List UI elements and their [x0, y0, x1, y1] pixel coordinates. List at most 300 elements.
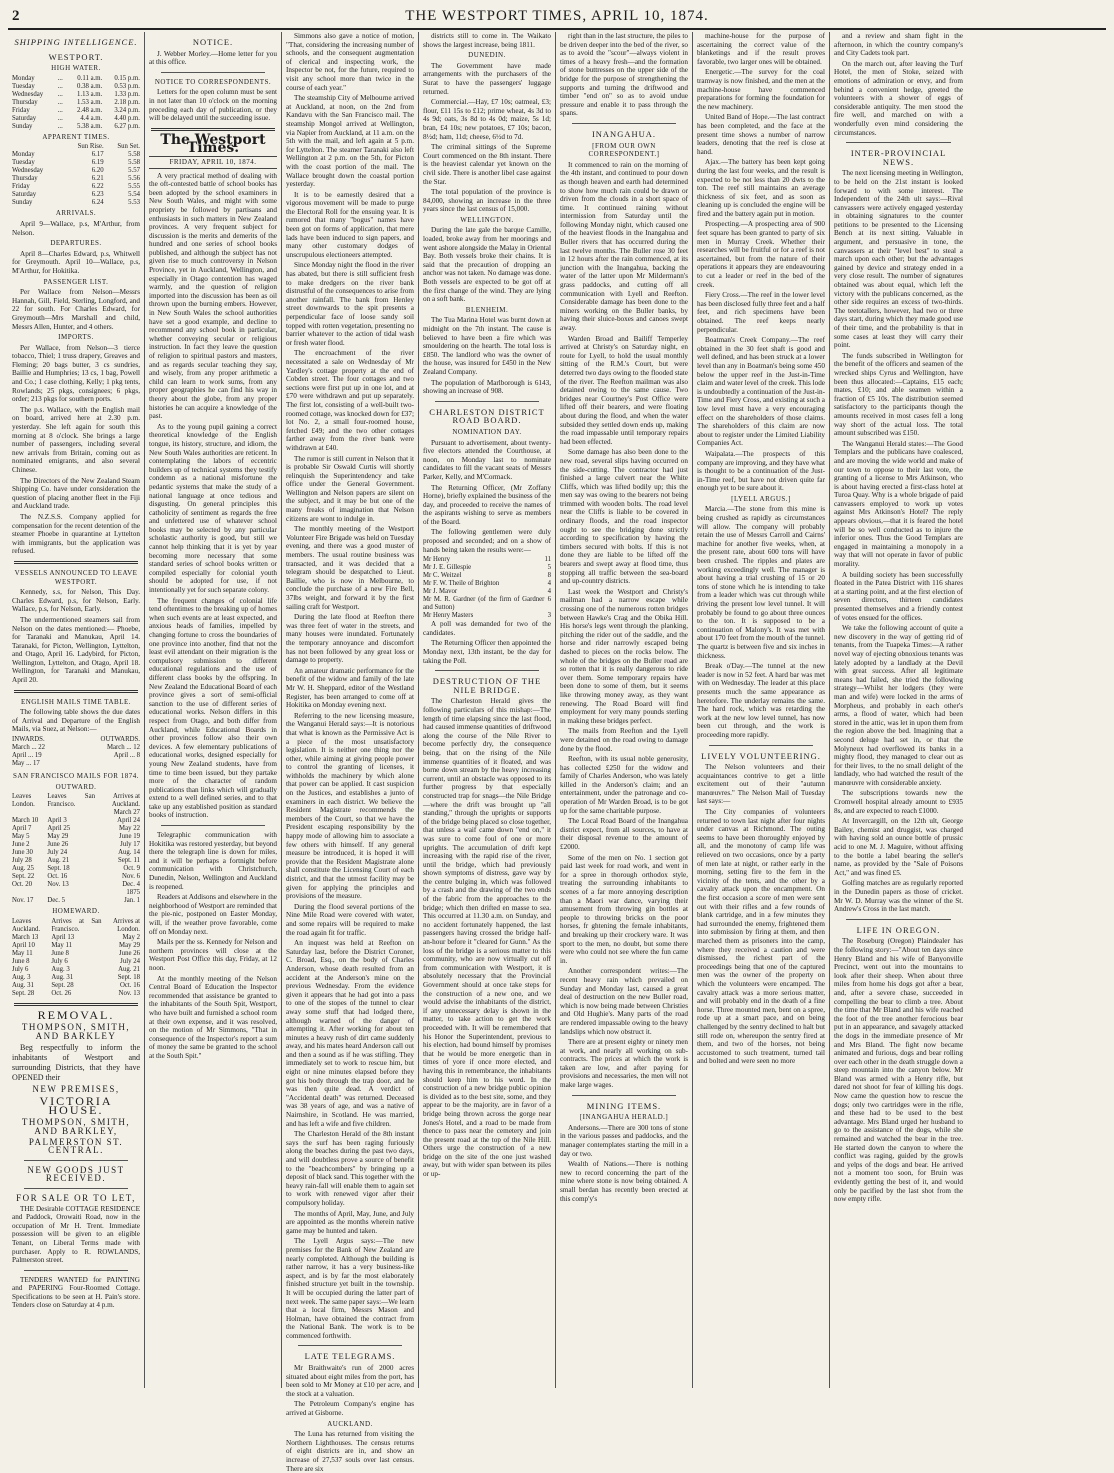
table-cell: 11 [544, 556, 551, 564]
table-cell: May 11 [51, 941, 73, 949]
news-paragraph: An inquest was held at Reefton on Saturday last, before the District Coroner, C. Broad, Esq., on the body of Charles Anderson, whose death resulted from an accident at the Anderson's mine on the previous Wednesday. From the evidence given it appears that he had got into a pass to one of the stopes of the tunnel to clear away some stuff that had lodged there, although warned of the danger of attempting it. After working for about ten minutes a heavy rush of dirt came suddenly away, and his mates heard Anderson call out and then a sound as if he was stifling. They immediately set to work to rescue him, but eight or nine minutes elapsed before they got his body through the trap door, and he was then quite dead. A verdict of "Accidental death" was returned. Deceased was 38 years of age, and was a native of Nairnshire, in Scotland. He was married, and has left a wife and five children. [286, 939, 414, 1128]
table-cell: Aug. 21 [47, 857, 70, 865]
sf-row [12, 865, 140, 873]
column-3 [282, 32, 419, 1473]
sf-row [12, 966, 140, 974]
table-cell: May 5 [12, 833, 30, 841]
table-cell: Oct. 16 [119, 981, 140, 989]
continued-text: and a review and sham fight in the afternoon, in which the country company's and City Cadets took part. [834, 32, 963, 58]
table-cell: ... [57, 122, 63, 130]
table-cell: June 8 [12, 957, 30, 965]
table-cell: Aug. 3 [51, 965, 70, 973]
result-row [423, 612, 551, 620]
sf-row [12, 809, 140, 817]
table-cell: June 26 [47, 841, 69, 849]
sf-homeward-table [12, 918, 140, 998]
shipping-note: The p.s. Wallace, with the English mail on board, arrived here at 2.30 p.m. yesterday. She left again for south this morning at 8 o'clock. She brings a large number of passengers, including several new arrivals from Britain, coming out as nominated emigrants, and also several Chinese. [12, 405, 140, 474]
inter-provincial-text: Golfing matches are as regularly reported in the Dunedin papers as those of cricket. Mr W. D. Murray was the winner of the St. Andrew's Cross in the last match. [834, 879, 963, 914]
sf-outward: OUTWARD. [55, 782, 97, 791]
departures-text: April 8—Charles Edward, p.s, Whitwell for Greymouth. April 10—Wallace, p.s, M'Arthur, for Hokitika. [12, 249, 140, 275]
port-heading: WESTPORT. [48, 51, 104, 62]
result-row [423, 580, 551, 588]
table-cell: March 27 [113, 809, 140, 817]
table-cell: June 8 [51, 949, 69, 957]
leader-paragraph: As to the young pupil gaining a correct theoretical knowledge of the English tongue, its history, structure, and idiom, the New South Wales authorities are reticent. In contemplating the labors of eccentric builders up of technical systems they testify condemn as a national misfortune the pedantic systems that make the study of a national language at once tedious and disgusting. On general principles this catholicity of sentiment as regards the free and unfettered use of whatever school books may be selected by any particular scholastic authority is good, but still we cannot help thinking that it is yet by year becoming more necessary that some standard series of school books written or compiled especially for colonial youth should be adopted for use, if not intentionally yet for such separate colony. [149, 422, 277, 595]
table-cell: 1.13 a.m. [77, 90, 103, 98]
blenheim-text: The population of Marlborough is 6143, showing an increase of 908. [423, 378, 551, 396]
mining-item: Prospecting.—A prospecting area of 900 feet square has been granted to party of six men in Murray Creek. Whether their researches will be fruitful or for a reef is not ascertained, but from the nature of their operations it appears they are endeavouring to cut a leader or reef in the bed of the creek. [697, 220, 825, 289]
shipping-note: The N.Z.S.S. Company applied for compensation for the recent detention of the steamer Phoebe in quarantine at Lyttelton with immigrants, but the application was refused. [12, 512, 140, 556]
table-cell: Sunday [12, 199, 33, 207]
table-cell: OUTWARDS. [100, 736, 140, 744]
table-cell: Thursday [12, 175, 38, 183]
apparent-row [12, 167, 140, 175]
road-board-text: The Returning Officer, (Mr Zoffany Horne), briefly explained the business of the day, and proceeded to receive the names of the aspirants wishing to serve as members of the Board. [423, 483, 551, 526]
sf-row [12, 974, 140, 982]
sf-homeward: HOMEWARD. [52, 907, 100, 916]
table-cell: Sept. 28 [51, 981, 74, 989]
table-cell: 0.15 p.m. [114, 74, 140, 82]
table-cell: Sunday [12, 122, 33, 130]
table-cell: Friday [12, 106, 30, 114]
table-cell: Arrives at Auckland. [111, 793, 140, 809]
news-paragraph: The monthly meeting of the Westport Volunteer Fire Brigade was held on Tuesday evening, and there was a good muster of members. The usual routine business was transacted, and it was decided that a telegram should be despatched to Lieut. Baillie, who is now in Melbourne, to conclude the purchase of a new Fire Bell, 37lbs weight, and forward it by the first sailing craft for Westport. [286, 525, 414, 611]
sf-row [12, 857, 140, 865]
inangahua-text: Some of the men on No. 1 section got paid last week for road work, and went in for a spree in thorough orthodox style, treating the surrounding inhabitants to scenes of a far more annoying description than a Maori war dance, varying their amusement from throwing gin bottles at people to throwing bricks on the poor horses, fr ghtening the female inhabitants, and breaking up their crockery ware. It was sport to the men, no doubt, but some there were who could not see where the fun came in. [560, 853, 688, 965]
table-cell: 6.23 [91, 191, 104, 199]
table-cell: Mr M. R. Gardner (of the firm of Gardner and Sutton) [423, 596, 545, 612]
sf-heading: SAN FRANCISCO MAILS FOR 1874. [13, 772, 139, 781]
mails-row [12, 752, 140, 760]
table-cell: 5.58 [128, 151, 140, 159]
result-row [423, 556, 551, 564]
table-cell: May ... 17 [12, 760, 40, 768]
table-cell: June 2 [12, 841, 30, 849]
nomination-heading: NOMINATION DAY. [452, 427, 522, 436]
shipping-heading: SHIPPING INTELLIGENCE. [14, 37, 138, 47]
table-cell: Wednesday [12, 167, 44, 175]
table-cell: ... [57, 98, 63, 106]
issue-date: FRIDAY, APRIL 10, 1874. [149, 156, 277, 169]
table-cell: 6.20 [91, 167, 104, 175]
volunteering-text: On the march out, after leaving the Turf Hotel, the men of Stoke, seized with emotions of admiration or envy, and from behind a convenient hedge, greeted the volunteers with a shower of eggs of considerable antiquity. The men stood the fire well, and marched on with a wonderfully even mind considering the circumstances. [834, 59, 963, 137]
blenheim-text: The Tua Marina Hotel was burnt down at midnight on the 7th instant. The cause is believed to have been a fire which was smouldering on the hearth. The total loss is £850. The landlord who was the owner of the house, was insured for £450 in the New Zealand Company. [423, 316, 551, 376]
table-cell: July 6 [12, 965, 29, 973]
apparent-row [12, 151, 140, 159]
table-cell: 5 [547, 564, 551, 572]
table-cell: 6.19 [91, 159, 104, 167]
steamers-text: The undermentioned steamers sail from Nelson on the dates mentioned:— Phoebe, for Taranaki and Manukau, April 14. Taranaki, for Picton, Wellington, Lyttelton, and Otago, April 16. Ladybird, for Picton, Wellington, Lyttelton, and Otago, April 18. Wellington, for Taranaki and Manukau, April 20. [12, 615, 140, 685]
population-text: The total population of the province is 84,000, showing an increase in the three years since the last census of 15,000. [423, 188, 551, 214]
telegram-text: Mr Braithwaite's run of 2000 acres situated about eight miles from the port, has been sold to Mr Money at £10 per acre, and the stock at a valuation. [286, 1364, 414, 1398]
removal-body: Beg respectfully to inform the inhabitants of Westport and surrounding Districts, that they have OPENED their [12, 1042, 140, 1082]
mails-note: Mails per the ss. Kennedy for Nelson and northern provinces will close at the Westport Post Office this day, Friday, at 12 noon. [149, 938, 277, 972]
table-cell: Mr C. Weitzel [423, 572, 462, 580]
sf-row [12, 825, 140, 833]
table-cell: 6.24 [91, 199, 104, 207]
inangahua-sub: [FROM OUR OWN CORRESPONDENT.] [588, 141, 660, 159]
mining-item: Energetic.—The survey for the coal tramway is now finished, and the men at the machine-house have commenced preparations for forming the foundation for the new machinery. [697, 68, 825, 111]
mining-sub: [INANGAHUA HERALD.] [579, 1113, 669, 1122]
high-water-row [12, 83, 140, 91]
table-cell: Saturday [12, 191, 37, 199]
mails-row [12, 744, 140, 752]
commercial-text: Commercial.—Hay, £7 10s; oatmeal, £3; flour, £11 15s to £12; prime wheat, 4s 3d to 4s 9d; oats, 3s 8d to 4s 0d; maize, 5s 1d; bran, £4 10s; new potatoes, £7 10s; bacon, 8½d; ham, 11d; cheese, 6½d to 7d. [423, 98, 551, 141]
table-cell: 4 [547, 580, 551, 588]
high-water-heading: HIGH WATER. [51, 64, 101, 73]
apparent-row [12, 199, 140, 207]
sf-row [12, 982, 140, 990]
dunedin-text: The Government have made arrangements with the purchasers of the Surat to have the passengers' luggage returned. [423, 61, 551, 96]
table-cell [47, 809, 95, 817]
council-note: At the monthly meeting of the Nelson Central Board of Education the Inspector recommended that assistance be granted to the inhabitants of the South Spit, Westport, who have built and furnished a school room at their own expense, and it was resolved, on the motion of Mr Simmons, "That in consequence of the Inspector's report a sum of money the same be granted to the school at the South Spit." [149, 974, 277, 1060]
criminal-text: The criminal sittings of the Supreme Court commenced on the 8th instant. There is the heaviest calendar yet known on the civil side. There is another libel case against the Star. [423, 143, 551, 186]
table-cell: April 10 [12, 941, 35, 949]
table-cell: 6 [547, 596, 551, 604]
road-board-text: The Returning Officer then appointed the Monday next, 13th instant, be the day for taking the Poll. [423, 639, 551, 665]
table-cell: 5.54 [128, 191, 140, 199]
inter-provincial-text: We take the following account of quite a new discovery in the way of getting rid of tenants, from the Tuapeka Times:—A rather novel way of ejecting obnoxious tenants was lately adopted by a landlady at the Devil with great success. After all legitimate means had failed, she tried the following strategy—Whilst her lodgers (they were man and wife) were locked in the arms of Morpheus, and probably in each other's arms, a flood of water, which had been stored in the attic, was let in upon them from the region above the bed. Imagining that a second deluge had set in, or that the Molyneux had overflowed its banks in a mighty flood, they managed to clear out as for their lives, to the no small delight of the landlady, who had watched the result of the manœuvre with considerable anxiety. [834, 624, 963, 787]
sf-row [12, 934, 140, 942]
table-cell: April 13 [51, 933, 75, 941]
apparent-row [12, 175, 140, 183]
table-cell: 5.55 [128, 183, 140, 191]
table-cell: Mr F. W. Theile of Brighton [423, 580, 500, 588]
correspondents-text: Letters for the open column must be sent in not later than 10 o'clock on the morning preceding each day of publication, or they will be delayed until the succeeding issue. [149, 88, 277, 123]
table-cell: ... [57, 90, 63, 98]
arrivals-heading: ARRIVALS. [55, 209, 97, 218]
table-cell [12, 889, 47, 897]
table-cell: Sept. 18 [47, 865, 70, 873]
table-cell: Leaves Auckland. [12, 917, 41, 933]
mails-note: The following table shows the due dates of Arrival and Departure of the English Mails, via Suez, at Nelson:— [12, 708, 140, 734]
continued-text: machine-house for the purpose of ascertaining the correct value of the blanketings and if the result proves favorable, two larger ones will be obtained. [697, 32, 825, 66]
nile-text: The Charleston Herald gives the following particulars of this mishap:—The length of time elapsing since the last flood, had caused immense quantities of driftwood along the course of the Nile River to become perfectly dry, the consequence being, that on the rising of the Nile immense quantities of it floated, and was borne down stream by the heavy increasing current, until an obstacle was opposed to its further progress by that especially constructed trap for snags—the Nile Bridge—where the drift was brought up "all standing," through the uprights or supports of the bridge being placed so close together, that unless a waif came down "end on," it was sure to come foul of one or more uprights. The accumulation of drift kept increasing with the rapid rise of the river, until the bridge, which had previously shown symptoms of distress, gave way by the centre bulging in, which was followed by a crash and the drawing of the two ends of the fabric from the approaches to the bridge; which then drifted en masse to sea. This occurred at 11.30 a.m. on Sunday, and no accident fortunately happened, the last passengers having crossed the bridge half-an-hour before it "cleared for Gunn." As the loss of the bridge is a serious matter to this community, who are now virtually cut off from communication with Westport, it is absolutely necessary that the Provincial Government should at once take steps for the construction of a new one, and we would advise the inhabitants of the district, if any unnecessary delay is shown in the matter, to take action to get the work proceeded with. It will be remembered that his Honor the Superintendent, previous to his election, had bound himself by promises that he would be more energetic than in times of yore if once more elected, and having this in remembrance, the inhabitants should keep him to his word. In the construction of a new bridge public opinion is divided as to the best site, some, and they appear to be the majority, are in favor of a bridge being thrown across the gorge near Jones's Hotel, and a road to be made from thence to pass near the cemetery and join the present road at the top of the Nile Hill. Others urge the construction of a new bridge on the site of the one just washed away, but with wider span between its piles or up- [423, 697, 551, 1179]
road-board-heading: CHARLESTON DISTRICT ROAD BOARD. [429, 406, 545, 426]
inangahua-text: Reefton, with its usual noble generosity, has collected £250 for the widow and family of Charles Anderson, who was lately killed in the Anderson's claim; and an entertainment, under the patronage and co-operation of Mr Warden Broad, is to be got up for the same charitable purpose. [560, 755, 688, 815]
table-cell: Aug. 14 [118, 849, 140, 857]
table-cell: Saturday [12, 114, 37, 122]
table-cell: 6.17 [91, 151, 104, 159]
table-cell: Oct. 16 [47, 873, 68, 881]
table-cell: Mr J. E. Gillespie [423, 564, 472, 572]
table-cell: Monday [12, 74, 35, 82]
sf-row [12, 990, 140, 998]
apparent-times-heading: APPARENT TIMES. [42, 132, 110, 141]
telegrams-heading: LATE TELEGRAMS. [304, 1351, 396, 1362]
table-cell: Mr Henry [423, 556, 450, 564]
table-cell: 2.48 a.m. [77, 106, 103, 114]
continued-text: districts still to come in. The Waikato shows the largest increase, being 1811. [423, 32, 551, 49]
table-cell: Mr J. Mavor [423, 588, 458, 596]
table-cell: July 6 [51, 957, 68, 965]
table-cell: INWARDS. [12, 736, 45, 744]
sf-row [12, 841, 140, 849]
removal-premises: NEW PREMISES, [32, 1083, 120, 1094]
table-cell: April 25 [47, 825, 71, 833]
mining-item: Waipalata.—The prospects of this company are improving, and they have what is thought to be a continuation of the Just-in-Time reef, but have not driven quite far enough yet to be sure about it. [697, 449, 825, 493]
inter-provincial-text: The subscriptions towards new the Cromwell hospital already amount to £935 8s, and are expected to reach £1000. [834, 789, 963, 815]
nomination-results [423, 556, 551, 620]
table-cell: ... [57, 114, 63, 122]
table-cell: Leaves London. [12, 793, 35, 809]
inangahua-text: It commenced to rain on the morning of the 4th instant, and continued to pour down as though heaven and earth had determined to show how much rain could be drawn or driven from the clouds in a short space of time. It continued raining without intermission from Saturday until the following Monday night, which caused one of the heaviest floods in the Inangahua and Buller rivers that has occurred during the last twelve months. The Buller rose 30 feet in 12 hours after the rain commenced, at its junction with the Inangahua, backing the water of the latter upon Mr Mildermann's grass paddocks, and cutting off all communication with Lyell and Reefton. Considerable damage has been done to the miners working on the Buller banks, by having their sluice-boxes and canoes swept away. [560, 160, 688, 332]
table-cell: 1875 [126, 889, 140, 897]
tender-body: TENDERS WANTED for PAINTING and PAPERING Four-Roomed Cottage. Specifications to be seen at H. Pain's store. Tenders close on Saturday at 4 p.m. [12, 1275, 140, 1310]
table-cell: Aug. 31 [12, 981, 34, 989]
table-cell [12, 809, 47, 817]
table-cell: Aug. 3 [12, 973, 31, 981]
wellington-text: During the late gale the barque Camille, loaded, broke away from her moorings and went ashore alongside the Malay in Oriental Bay. Both vessels broke their chains. It is said that the precaution of dropping an anchor was not taken. No damage was done. Both vessels are expected to be got off at the first change of the wind. They are lying on a soft bank. [423, 226, 551, 304]
table-cell: June 30 [12, 849, 33, 857]
sale-heading: FOR SALE OR TO LET, [16, 1192, 136, 1203]
table-cell: Monday [12, 151, 35, 159]
vessels-heading: VESSELS ANNOUNCED TO LEAVE WESTPORT. [14, 568, 138, 586]
notice-text: J. Webber Morley.—Home letter for you at this office. [149, 49, 277, 67]
news-paragraph: The encroachment of the river necessitated a sale on Wednesday of Mr Yardley's cottage property at the end of Cobden street. The four cottages and two sections were first put up in one lot, and at £70 were withdrawn and put up separately. The first lot, consisting of a well-built two-roomed cottage, was knocked down for £37; lot No. 2, a small four-roomed house, fetched £49; and the two other cottages farther away from the river bank were withdrawn at £40. [286, 349, 414, 452]
column-5 [556, 32, 693, 1388]
sf-row [12, 889, 140, 897]
inter-provincial-text: At Invercargill, on the 12th ult, George Bailey, chemist and druggist, was charged with having sold an ounce bottle of prussic acid to one M. J. Maguire, without affixing to the bottle a label bearing the seller's name, as provided by the "Sale of Poisons Act," and was fined £5. [834, 817, 963, 877]
news-paragraph: The months of April, May, June, and July are appointed as the months wherein native game may be hunted and taken. [286, 1209, 414, 1235]
blenheim-heading: BLENHEIM. [465, 305, 509, 314]
removal-address: PALMERSTON ST. CENTRAL. [28, 1136, 124, 1156]
column-6 [693, 32, 830, 1388]
sf-row [12, 817, 140, 825]
table-cell: April ... 19 [12, 752, 42, 760]
dunedin-heading: DUNEDIN. [468, 51, 506, 60]
lyell-sub: [LYELL ARGUS.] [731, 494, 791, 503]
sf-row [12, 793, 140, 809]
leader-paragraph: A very practical method of dealing with the oft-contested battle of school books has been adopted by the school examiners in New South Wales, and might with some propriety be followed by partisans and enthusiasts in such matters in New Zealand provinces. A very frequent subject for discussion is the merits and demerits of the hundred and one series of school books published, and although the subject has not given rise to much controversy in Nelson Province, yet in Auckland, Wellington, and especially in Otago contention has waged warmly, and the question of religion imported into the discussion has been as oil thrown upon the burning embers. However, in New South Wales the school authorities have set a good example, and decline to recommend any school book in particular, whether conveying secular or religious instruction. In fact they leave the question of religion to spiritual pastors and masters, and as regards secular teaching they say, and wisely, from any proper arithmetic a child can learn to work sums, from any proper geographies he can find his way in theory about the globe, from any proper histories he can acquire a knowledge of the past. [149, 171, 277, 421]
news-paragraph: Since Monday night the flood in the river has abated, but there is still sufficient fresh to make dredgers on the river bank distrustful of the consequences to arise from another rainfall. The bank from Henley street downwards to the spit presents a perpendicular face of loose sandy soil topped with rotten vegetation, presenting no barrier whatever to the action of tidal wash or fresh water flood. [286, 261, 414, 347]
mails-row [12, 760, 140, 768]
table-cell: Sept. 11 [117, 857, 140, 865]
apparent-row [12, 183, 140, 191]
table-cell: 5.58 [128, 159, 140, 167]
arrivals-text: April 9—Wallace, p.s, M'Arthur, from Nelson. [12, 219, 140, 237]
lyell-text: Break o'Day.—The tunnel at the new leader is now in 52 feet. A hard bar was met with on Wednesday. The leader at this place presents much the same appearance as heretofore. The underlay remains the same. The hard rock, which was retarding the work at the new low level tunnel, has now been cut through, and the work is proceeding more rapidly. [697, 662, 825, 739]
table-cell: Oct. 9 [123, 865, 140, 873]
table-cell: Oct. 20 [12, 881, 33, 889]
high-water-row [12, 107, 140, 115]
table-cell: Jan. 1 [124, 897, 140, 905]
readers-note: Readers at Addisons and elsewhere in the neighborhood of Westport are reminded that the pie-nic, postponed on Easter Monday, will, if the weather prove favorable, come off on Monday next. [149, 893, 277, 936]
table-cell: 0.53 p.m. [114, 82, 140, 90]
table-cell [70, 760, 140, 768]
inangahua-text: Another correspondent writes:—The recent heavy rain which prevailed on Sunday and Monday last, caused a great deal of destruction on the new Buller road, which is now being made between Christies and Old Hughie's. Many parts of the road are rendered impassable owing to the heavy landslips which now obstruct it. [560, 967, 688, 1036]
removal-house: VICTORIA HOUSE. [39, 1094, 113, 1117]
correspondents-heading: NOTICE TO CORRESPONDENTS. [154, 77, 272, 86]
passenger-text: Per Wallace from Nelson—Messrs Hannah, Gill, Field, Sterling, Longford, and 22 for south. For Charles Edward, for Greymouth—Mrs Marshall and child, Messrs Allen, Hunter, and 4 others. [12, 288, 140, 331]
mining-item: United Band of Hope.—The last contract has been completed, and the face at the present time shows a number of narrow leaders, denoting that the reef is close at hand. [697, 113, 825, 156]
mining-text: Wealth of Nations.—There is nothing new to record concerning the part of the mine where stone is now being obtained. A small berdan has recently been erected at this comp'y's [560, 1160, 688, 1203]
volunteering-heading: LIVELY VOLUNTEERING. [701, 750, 821, 761]
sf-row [12, 942, 140, 950]
table-cell [47, 889, 95, 897]
table-cell: 4 [547, 588, 551, 596]
table-cell: 5.53 [128, 199, 140, 207]
news-paragraph: The rumor is still current in Nelson that it is probable Sir Oswald Curtis will shortly relinquish the Superintendency and take office under the General Government. Wellington and Nelson papers are silent on the subject, and it may be but one of the many freaks of imagination that Nelson citizens are wont to indulge in. [286, 454, 414, 523]
continued-text: Simmons also gave a notice of motion, "That, considering the increasing number of schools, and the consequent augmentation of clerical and inspecting work, the Inspector be not, for the future, required to visit any school more than twice in the course of each year." [286, 32, 414, 92]
table-cell: 4.40 p.m. [114, 114, 140, 122]
table-cell: March 13 [12, 933, 39, 941]
sf-row [12, 881, 140, 889]
news-paragraph: The Charleston Herald of the 8th instant says the surf has been raging furiously along the beaches during the past two days, and will doubtless prove a source of benefit to the "beachcombers" by bringing up a deposit of black sand. This together with the heavy rain-fall will enable them to again set to work with renewed vigor after their compulsory holiday. [286, 1130, 414, 1207]
news-paragraph: The Lyell Argus says:—The new premises for the Bank of New Zealand are nearly completed. Although the building is rather narrow, it has a very business-like aspect, and is by far the most elaborately finished structure yet built in the township. It will be occupied during the latter part of next week. The same paper says:—We learn that a local firm, Messrs Mason and Holman, have obtained the contract from the National Bank. The work is to be commenced forthwith. [286, 1237, 414, 1340]
table-cell: Mr Henry Masters [423, 612, 474, 620]
news-paragraph: Referring to the new licensing measure, the Wanganui Herald says:—It is notorious that what is known as the Permissive Act is a piece of the most unsatisfactory legislation. It is neither one thing nor the other, while aiming at giving people power to control the granting of licenses, it withholds the machinery by which alone that power can be applied. It cast suspicion on the Justices, and establishes a junto of examiners in each district. We believe the Resident Magistrate recommends the members of the Court, so that we have the President escaping responsibility by the happy mode of allowing him to associate a few others with himself. If any general measure be introduced, it is hoped it will provide that the Resident Magistrate alone shall constitute the Licensing Court of each district, and that the utmost facility may be given for applying the principles and provisions of the measure. [286, 711, 414, 901]
inangahua-text: Some damage has also been done to the new road, several slips having occurred on the side-cutting. The contractor had just finished a large culvert near the White Cliffs, which was lifted bodily up; this the men say was owing to the bearers not being trimmed with wooden bolts. The road level near the Cliffs is liable to be covered in ordinary floods, and the road inspector ought to see the bridging done strictly according to specification by having the timbers secured with bolts. If this is not done they are liable to be lifted off the bearers and swept away at flood time, thus stopping all traffic between the sea-board and up-country districts. [560, 448, 688, 586]
auckland-text: The Luna has returned from visiting the Northern Lighthouses. The census returns of eight districts are in, and show an increase of 27,537 souls over last census. There are six [286, 1430, 414, 1473]
mails-row [12, 736, 140, 744]
apparent-row [12, 143, 140, 151]
table-cell: 4.4 a.m. [80, 114, 103, 122]
table-cell: ... [57, 82, 63, 90]
table-cell: 3.24 p.m. [114, 106, 140, 114]
table-cell: 6.27 p.m. [114, 122, 140, 130]
mining-heading: MINING ITEMS. [586, 1100, 662, 1111]
table-cell: 5.56 [128, 175, 140, 183]
table-cell: Sun Rise. [77, 143, 104, 151]
table-cell: April 7 [12, 825, 32, 833]
table-cell: July 17 [120, 841, 140, 849]
table-cell: Dec. 4 [122, 881, 140, 889]
table-cell: May 2 [122, 933, 140, 941]
inangahua-text: There are at present eighty or ninety men at work, and nearly all working on sub-contracts. The prices at which the work is taken are low, and after paying for provisions and necessaries, the men will not make large wages. [560, 1038, 688, 1090]
removal-firm: THOMPSON, SMITH, AND BARKLEY [21, 1022, 131, 1041]
mining-text: Andersons.—There are 300 tons of stone in the various passes and paddocks, and the manager contemplates starting the mill in a day or two. [560, 1123, 688, 1158]
table-cell: Nov. 13 [47, 881, 69, 889]
table-cell: May 22 [119, 825, 140, 833]
mining-item: Boatman's Creek Company.—The reef obtained in the 30 feet shaft is good and well defined, and has been struck at a lower level than any in Boatman's being some 450 below the upper reef in the Just-in-Time claim and water level of the creek. This lode is undoubtedly a continuation of the Just-in-Time and Fiery Cross, and existing at such a low level must have a very encouraging effect on the shareholders of those claims. The shareholders of this claim are now about to register under the Limited Liability Companies Act. [697, 336, 825, 448]
table-cell: 3 [547, 612, 551, 620]
volunteering-text: The City companies of volunteers returned to town last night after four nights under canvas at Richmond. The outing seems to have been thoroughly enjoyed by all, and the monotony of camp life was relieved on two occasions, once by a party of men late at night, or rather early in the morning, setting fire to the fern in the vicinity of the tents, and the other by a cavalry attack upon the encampment. On the first occasion a score of men were sent out with their rifles and a few rounds of blank cartridge, and in a few minutes they had surrounded the enemy, frightened them into submission by firing at them, and then marched them as prisoners into the camp, where they received a caution and were dismissed, the richest part of the proceedings being that one of the captured men was the owner of the property on which the volunteers were encamped. The cavalry attack was a more serious matter, and will probably end in the death of a fine horse. Three mounted men, bent on a spree, rode up at a smart pace, and on being challenged by the sentry declined to halt but still rode on, whereupon the sentry fired at them, and two of the horses, not being accustomed to such treatment, turned tail and bolted and were seen no more [697, 808, 825, 1066]
high-water-row [12, 99, 140, 107]
table-cell: 6.22 [91, 183, 104, 191]
sf-row [12, 849, 140, 857]
column-2 [145, 32, 282, 1388]
mining-item: Fiery Cross.—The reef in the lower level has been disclosed fully three feet and a half feet, and rich specimens have been obtained. The reef keeps nearly perpendicular. [697, 291, 825, 334]
high-water-row [12, 115, 140, 123]
table-cell: May 11 [12, 949, 33, 957]
vessels-text: Kennedy, s.s, for Nelson, This Day. Charles Edward, p.s, for Nelson, Early. Wallace, p.s, for Nelson, Early. [12, 588, 140, 614]
sf-row [12, 833, 140, 841]
table-cell: Sept. 28 [12, 989, 35, 997]
road-board-text: The following gentlemen were duly proposed and seconded; and on a show of hands being taken the results were:— [423, 528, 551, 554]
table-cell: Nov. 6 [121, 873, 140, 881]
table-cell: March ... 12 [106, 744, 140, 752]
high-water-row [12, 123, 140, 131]
high-water-row [12, 75, 140, 83]
sf-row [12, 918, 140, 934]
table-cell: April 24 [117, 817, 140, 825]
news-paragraph: During the flood several portions of the Nine Mile Road were covered with water, and some repairs will be required to make the road again fit for traffic. [286, 902, 414, 937]
inangahua-text: The mails from Reefton and the Lyell were detained on the road owing to damage done by the flood. [560, 727, 688, 753]
table-cell: July 28 [12, 857, 32, 865]
column-4 [419, 32, 556, 1388]
passenger-heading: PASSENGER LIST. [43, 277, 109, 286]
continued-text: right than in the last structure, the piles to be driven deeper into the bed of the river, so as to avoid the "scour"—always violent in times of a heavy fresh—and the formation of stone buttresses on the upper side of the bridge for the purpose of strengthening the supports and turning the driftwood and timber "end on" so as to avoid undue pressure and enable it to pass through the spans. [560, 32, 688, 118]
table-cell [12, 143, 62, 151]
lyell-text: Marcia.—The stone from this mine is being crushed as rapidly as circumstances will allow. The company will probably retain the use of Messrs Carroll and Cairns' machine for another five weeks, when, at the present rate, about 600 tons will have been crushed. The ripples and plates are working exceedingly well. The manager is about having a trial crushing of 15 or 20 tons of stone which he is intending to take from a leader which was cut through while driving the present low level tunnel. It will probably be found to go about three ounces to the ton. It is supposed to be a continuation of Malony's. It was met with about 170 feet from the mouth of the tunnel. The quartz is between five and six inches in thickness. [697, 505, 825, 660]
leader-paragraph: The frequent changes of colonial life tend oftentimes to the breaking up of homes when such events are at least expected, and anxious heads of families, impelled by changing fortune to cross the boundaries of one province into another, find that not the least evil attendant on their migration is the compulsory submission to different educational regulations and the use of different class books by the offspring. In New Zealand the Educational Board of each province gives a sort of semi-official sanction to the use of different series of educational works. Nelson differs in this respect from Otago, and both differ from Auckland, while Educational Boards in other provinces follow also their own devices. A few elementary publications of educational works, designed especially for young New Zealand students, have from time to time been issued, but they partake more of the character of random publications than links which will gradually extend to a well defined series, and to that take up any established position as standard books of instruction. [149, 596, 277, 820]
departures-heading: DEPARTURES. [50, 239, 102, 248]
volunteering-text: The Nelson volunteers and their acquaintances contrive to get a little excitement out of their "autumn manœuvres." The Nelson Mail of Tuesday last says:— [697, 763, 825, 806]
inangahua-text: Last week the Westport and Christy's mailman had a narrow escape while crossing one of the numerous rotten bridges between Hawke's Crag and the Obika Hill. His horse's legs went through the planking, pitching the rider out of the saddle, and the horse and rider narrowly escaped being dashed to pieces on the rocks below. The whole of the bridges on the Buller road are so rotten that it is really dangerous to ride over them. Some temporary repairs have been done to some of them, but it seems like throwing money away, as they want renewing. The Road Board will find employment for very many pounds sterling in making these bridges perfect. [560, 587, 688, 725]
table-cell: July 24 [47, 849, 68, 857]
table-cell: Leaves San Francisco. [47, 793, 95, 809]
notice-heading: NOTICE. [192, 37, 234, 47]
removal-signature: THOMPSON, SMITH, AND BARKLEY, [21, 1117, 131, 1136]
table-cell: Nov. 17 [12, 897, 34, 905]
inter-provincial-text: The next licensing meeting in Wellington, to be held on the 21st instant is looked forward to with some interest. The Independent of the 24th ult says:—Rival canvassers were actively engaged yesterday in obtaining signatures to the counter petitions to be presented to the Licensing Bench at its next sitting. Valuable in argument, and persuasive in tone, the canvassers at their "level best" to steal a march upon each other; but the advantages gained by device and strategy ended in a very close result. The number of signatures obtained was about equal, which left the victory with the publicans concerned, as the other side requires an excess of two-thirds. The teetotallers, however, had two or three days start, during which they made good use of their time, and the probability is that in some cases at least they will carry their point. [834, 169, 963, 350]
result-row [423, 564, 551, 572]
table-cell: Nov. 13 [118, 989, 140, 997]
table-cell: Thursday [12, 98, 38, 106]
column-7 [830, 32, 967, 1388]
table-cell: 2.18 p.m. [114, 98, 140, 106]
table-cell: Tuesday [12, 82, 35, 90]
nile-heading: DESTRUCTION OF THE NILE BRIDGE. [432, 676, 542, 695]
removal-heading: REMOVAL. [37, 1007, 115, 1022]
oregon-text: The Roseburg (Oregon) Plaindealer has the following story:—"About ten days since Henry Bland and his wife of Banyonville Precinct, went out into the mountains to look after their sheep. When about three miles from home his dogs got after a bear, and, after a severe chase, succeeded in compelling the bear to climb a tree. About the time that Mr Bland and his wife reached the foot of the tree another ferocious bear put in an appearance, and savagely attacked the dogs in the immediate presence of Mr and Mrs Bland. The fight now became animated and furious, dogs and bear rolling over each other in the death struggle down a steep mountain into the canyon below. Mr Bland was armed with a Henry rifle, but dared not shoot for fear of killing his dogs. Now came the question how to rescue the dogs; only two cartridges were in the rifle, and these had to be used to the best advantage. Mrs Bland urged her husband to go to the assistance of the dogs, while she remained and watched the bear in the tree. He started down the canyon to where the conflict was raging, guided by the growls and yelps of the dogs and bear. He arrived not a moment too soon, for Bruin was evidently getting the best of it, and would only be pacified by the last shot from the now empty rifle. [834, 937, 963, 1204]
table-cell: 1.53 a.m. [77, 98, 103, 106]
mining-item: Ajax.—The battery has been kept going during the last four weeks, and the result is expected to be not less than 20 dwts to the ton. The reef still maintains an average thickness of six feet, and as soon as cleaning up is concluded the engine will be fired and the battery again put in motion. [697, 158, 825, 218]
table-cell: April 3 [47, 817, 67, 825]
mails-heading: ENGLISH MAILS TIME TABLE. [20, 697, 132, 706]
inter-provincial-text: The funds subscribed in Wellington for the benefit of the officers and seamen of the wrecked ships Cyrus and Wellington, have been thus allocated:—Captains, £15 each; mates, £10; and able seamen within a fraction of £5 10s. The distribution seemed satisfactory to the participants though the amounts received in most cases fell a long way short of the actual loss. The total amount subscribed was £150. [834, 351, 963, 438]
apparent-row [12, 159, 140, 167]
inter-provincial-heading: INTER-PROVINCIAL NEWS. [850, 148, 947, 167]
table-cell: Tuesday [12, 159, 35, 167]
table-cell: Wednesday [12, 90, 44, 98]
result-row [423, 596, 551, 612]
table-cell: Sept. 18 [117, 973, 140, 981]
new-goods: NEW GOODS JUST RECEIVED. [27, 1164, 125, 1184]
inangahua-text: The Local Road Board of the Inangahua district expect, from all sources, to have at their disposal revenue to the amount of £2000. [560, 817, 688, 852]
table-cell: 0.11 a.m. [77, 74, 103, 82]
table-cell: ... [57, 106, 63, 114]
table-cell: Aug. 25 [12, 865, 34, 873]
table-cell: May 29 [119, 941, 140, 949]
table-cell: 1.33 p.m. [114, 90, 140, 98]
table-cell: Sun Set. [117, 143, 140, 151]
news-paragraph: It is to be earnestly desired that a vigorous movement will be made to purge the Electoral Roll for the ensuing year. It is rumored that many "bogus" names have been got on forms of application, that mere lads have been induced to sign papers, and many other customary dodges of unscrupulous electioneers attempted. [286, 190, 414, 259]
news-paragraph: An amateur dramatic performance for the benefit of the widow and family of the late Mr W. H. Sheppard, editor of the Westland Register, has been arranged to come off at Hokitika on Monday evening next. [286, 666, 414, 710]
column-1 [8, 32, 145, 1388]
result-row [423, 588, 551, 596]
apparent-times-table [12, 143, 140, 207]
sf-row [12, 950, 140, 958]
road-board-text: Pursuant to advertisement, about twenty-five electors attended the Courthouse, at noon, on Monday last to nominate candidates to fill the vacant seats of Messrs Parker, Kelly, and M'Cormack. [423, 438, 551, 481]
oregon-heading: LIFE IN OREGON. [856, 924, 941, 935]
sale-body: THE Desirable COTTAGE RESIDENCE and Paddock, Orowaiti Road, now in the occupation of Mr H. Trent. Immediate possession will be given to an eligible Tenant, on Liberal Terms made with purchaser. Apply to R. ROWLANDS, Palmerston street. [12, 1204, 140, 1265]
telegram-text: The Petroleum Company's engine has arrived at Gisborne. [286, 1400, 414, 1418]
news-paragraph: During the late flood at Reefton there was three feet of water in the streets, and many houses were inundated. Fortunately the temporary annoyance and discomfort has not been followed by any great loss or damage to property. [286, 613, 414, 665]
table-cell: 8 [547, 572, 551, 580]
apparent-row [12, 191, 140, 199]
table-cell: Arrives at London. [113, 917, 140, 933]
shipping-note: The Directors of the New Zealand Steam Shipping Co. have under consideration the question of placing another fleet in the Fiji and Auckland trade. [12, 476, 140, 511]
auckland-heading: AUCKLAND. [327, 1419, 373, 1428]
table-cell: ... [57, 74, 63, 82]
sf-outward-table [12, 793, 140, 905]
sf-row [12, 958, 140, 966]
high-water-row [12, 91, 140, 99]
paper-nameplate: The Westport Times. [160, 131, 266, 157]
table-cell: April ... 8 [113, 752, 140, 760]
